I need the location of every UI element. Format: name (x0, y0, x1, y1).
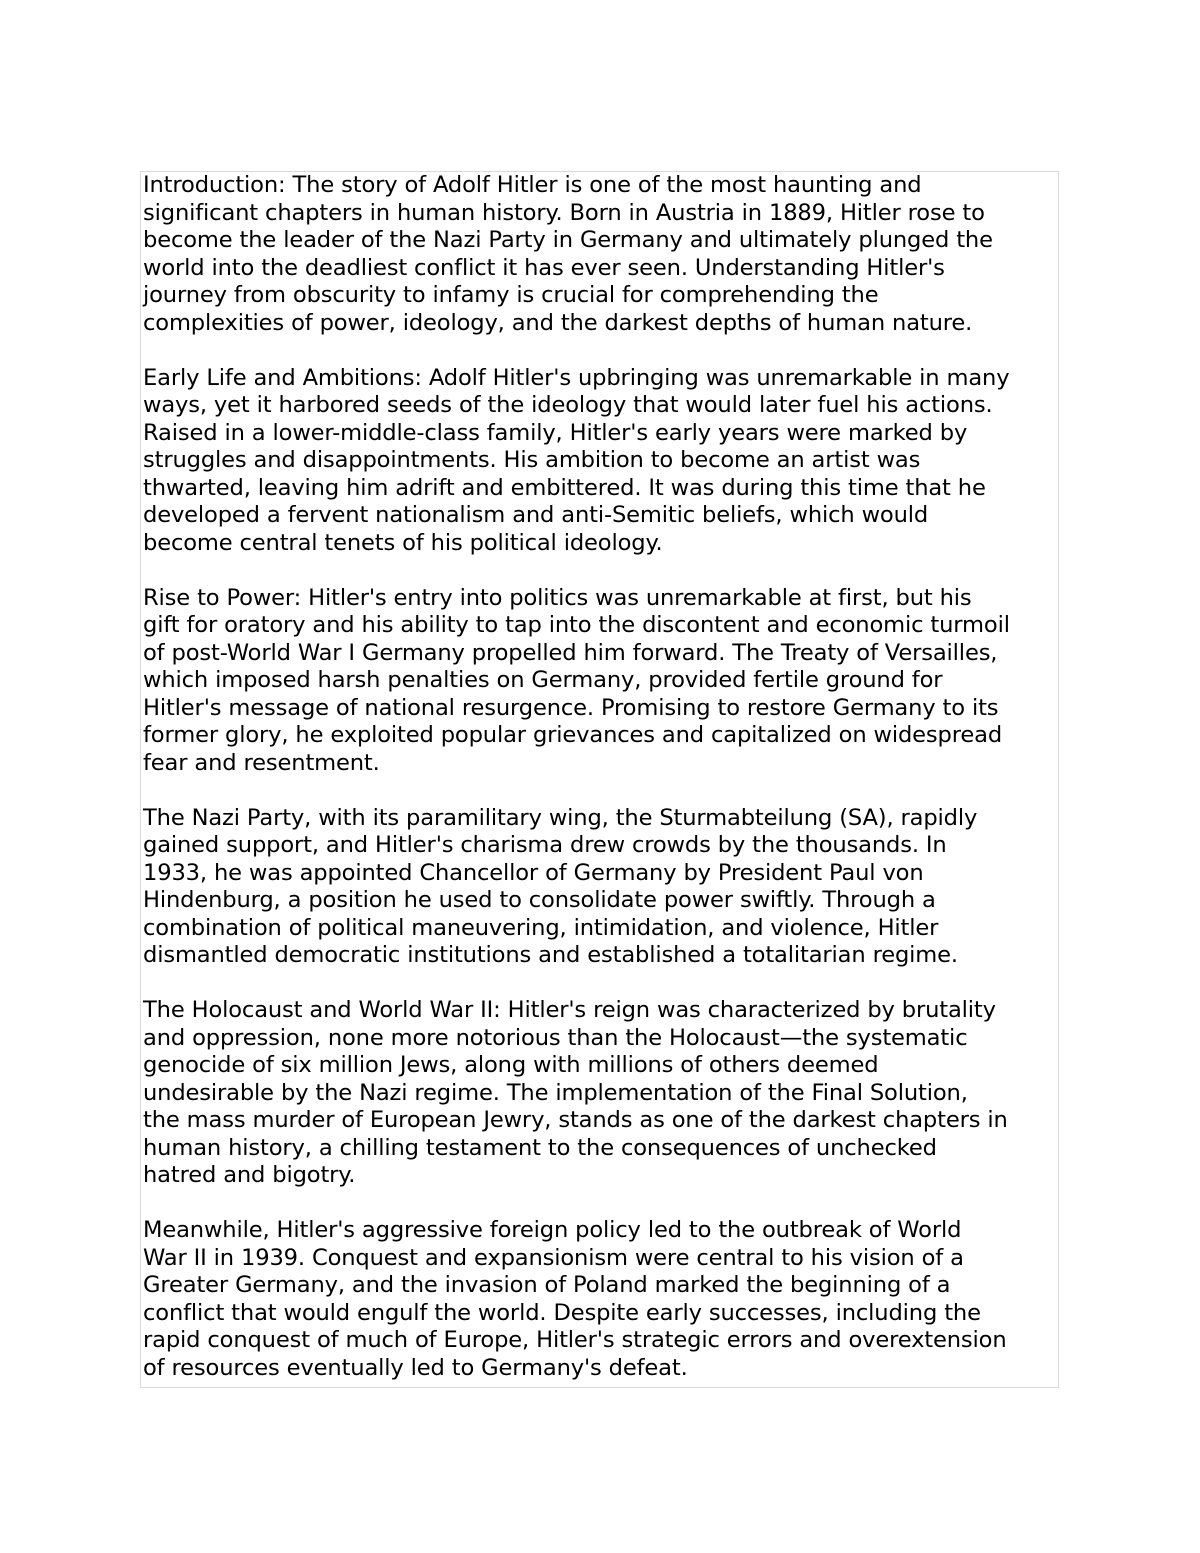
text-line: Hitler's message of national resurgence. Promising to restore Germany to its (143, 694, 999, 721)
paragraph-rise-to-power (143, 585, 1058, 778)
text-line: of resources eventually led to Germany's defeat. (143, 1354, 688, 1381)
text-line: significant chapters in human history. Born in Austria in 1889, Hitler rose to (143, 199, 985, 226)
text-line: gift for oratory and his ability to tap into the discontent and economic turmoil (143, 612, 1010, 638)
text-line: become the leader of the Nazi Party in Germany and ultimately plunged the (143, 227, 993, 253)
text-line: ways, yet it harbored seeds of the ideology that would later fuel his actions. (143, 392, 993, 418)
paragraph-holocaust-ww2 (143, 997, 1058, 1190)
text-line: which imposed harsh penalties on Germany, provided fertile ground for (143, 667, 943, 693)
text-line: Meanwhile, Hitler's aggressive foreign policy led to the outbreak of World (143, 1217, 962, 1243)
text-line: and oppression, none more notorious than the Holocaust—the systematic (143, 1024, 968, 1051)
text-line: gained support, and Hitler's charisma drew crowds by the thousands. In (143, 832, 947, 858)
text-line: Rise to Power: Hitler's entry into politics was unremarkable at first, but his (143, 584, 972, 611)
document-text-frame (140, 171, 1059, 1388)
text-line: developed a fervent nationalism and anti-Semitic beliefs, which would (143, 502, 929, 528)
text-line: War II in 1939. Conquest and expansionism were central to his vision of a (143, 1244, 964, 1271)
text-line: hatred and bigotry. (143, 1162, 356, 1188)
text-line: Early Life and Ambitions: Adolf Hitler's upbringing was unremarkable in many (143, 364, 1010, 391)
paragraph-early-life (143, 365, 1058, 558)
text-line: world into the deadliest conflict it has ever seen. Understanding Hitler's (143, 254, 945, 281)
text-line: 1933, he was appointed Chancellor of Germany by President Paul von (143, 859, 924, 886)
text-line: human history, a chilling testament to the consequences of unchecked (143, 1134, 937, 1161)
text-line: The Holocaust and World War II: Hitler's reign was characterized by brutality (143, 997, 996, 1023)
text-line: The Nazi Party, with its paramilitary wing, the Sturmabteilung (SA), rapidly (143, 804, 978, 831)
text-line: former glory, he exploited popular grievances and capitalized on widespread (143, 722, 1003, 748)
text-line: the mass murder of European Jewry, stands as one of the darkest chapters in (143, 1107, 1008, 1133)
text-line: genocide of six million Jews, along with millions of others deemed (143, 1052, 879, 1078)
text-line: of post-World War I Germany propelled him forward. The Treaty of Versailles, (143, 639, 998, 666)
paragraph-foreign-policy (143, 1217, 1058, 1382)
text-line: Introduction: The story of Adolf Hitler is one of the most haunting and (143, 172, 922, 198)
text-line: Greater Germany, and the invasion of Poland marked the beginning of a (143, 1272, 951, 1298)
text-line: struggles and disappointments. His ambition to become an artist was (143, 447, 921, 473)
text-line: thwarted, leaving him adrift and embittered. It was during this time that he (143, 474, 986, 501)
paragraph-nazi-party (143, 805, 1058, 970)
text-line: Hindenburg, a position he used to consolidate power swiftly. Through a (143, 887, 936, 913)
text-line: conflict that would engulf the world. Despite early successes, including the (143, 1299, 981, 1326)
text-line: journey from obscurity to infamy is crucial for comprehending the (143, 282, 879, 308)
text-line: combination of political maneuvering, intimidation, and violence, Hitler (143, 914, 939, 941)
text-line: undesirable by the Nazi regime. The implementation of the Final Solution, (143, 1079, 968, 1106)
text-line: fear and resentment. (143, 749, 380, 776)
text-line: complexities of power, ideology, and the darkest depths of human nature. (143, 309, 973, 336)
paragraph-introduction (143, 172, 1058, 337)
text-line: become central tenets of his political ideology. (143, 529, 663, 556)
text-line: dismantled democratic institutions and established a totalitarian regime. (143, 942, 958, 968)
text-line: rapid conquest of much of Europe, Hitler's strategic errors and overextension (143, 1327, 1007, 1353)
text-line: Raised in a lower-middle-class family, Hitler's early years were marked by (143, 419, 968, 446)
